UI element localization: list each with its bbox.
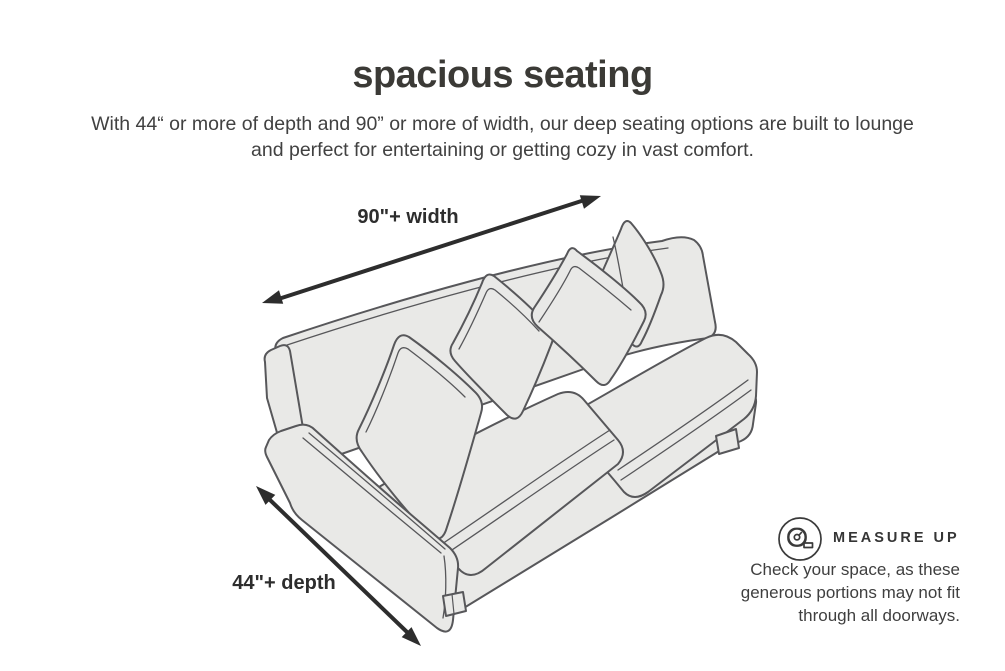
intro-line-1: With 44“ or more of depth and 90” or more of width, our deep seating options are built to lounge — [91, 113, 914, 135]
measure-up-note-line-2: generous portions may not fit — [740, 583, 960, 602]
measure-up-note-line-3: through all doorways. — [798, 606, 960, 625]
intro-line-2: and perfect for entertaining or getting cozy in vast comfort. — [251, 139, 754, 161]
width-dimension-label: 90"+ width — [357, 206, 459, 228]
tape-measure-icon — [777, 516, 823, 562]
depth-dimension-label: 44"+ depth — [232, 572, 336, 594]
intro-paragraph — [0, 111, 1005, 163]
measure-up-heading: MEASURE UP — [833, 530, 960, 546]
sofa-foot-left — [443, 592, 466, 616]
measure-up-note — [700, 558, 960, 627]
page-title: spacious seating — [352, 54, 653, 96]
measure-up-note-line-1: Check your space, as these — [750, 560, 960, 579]
